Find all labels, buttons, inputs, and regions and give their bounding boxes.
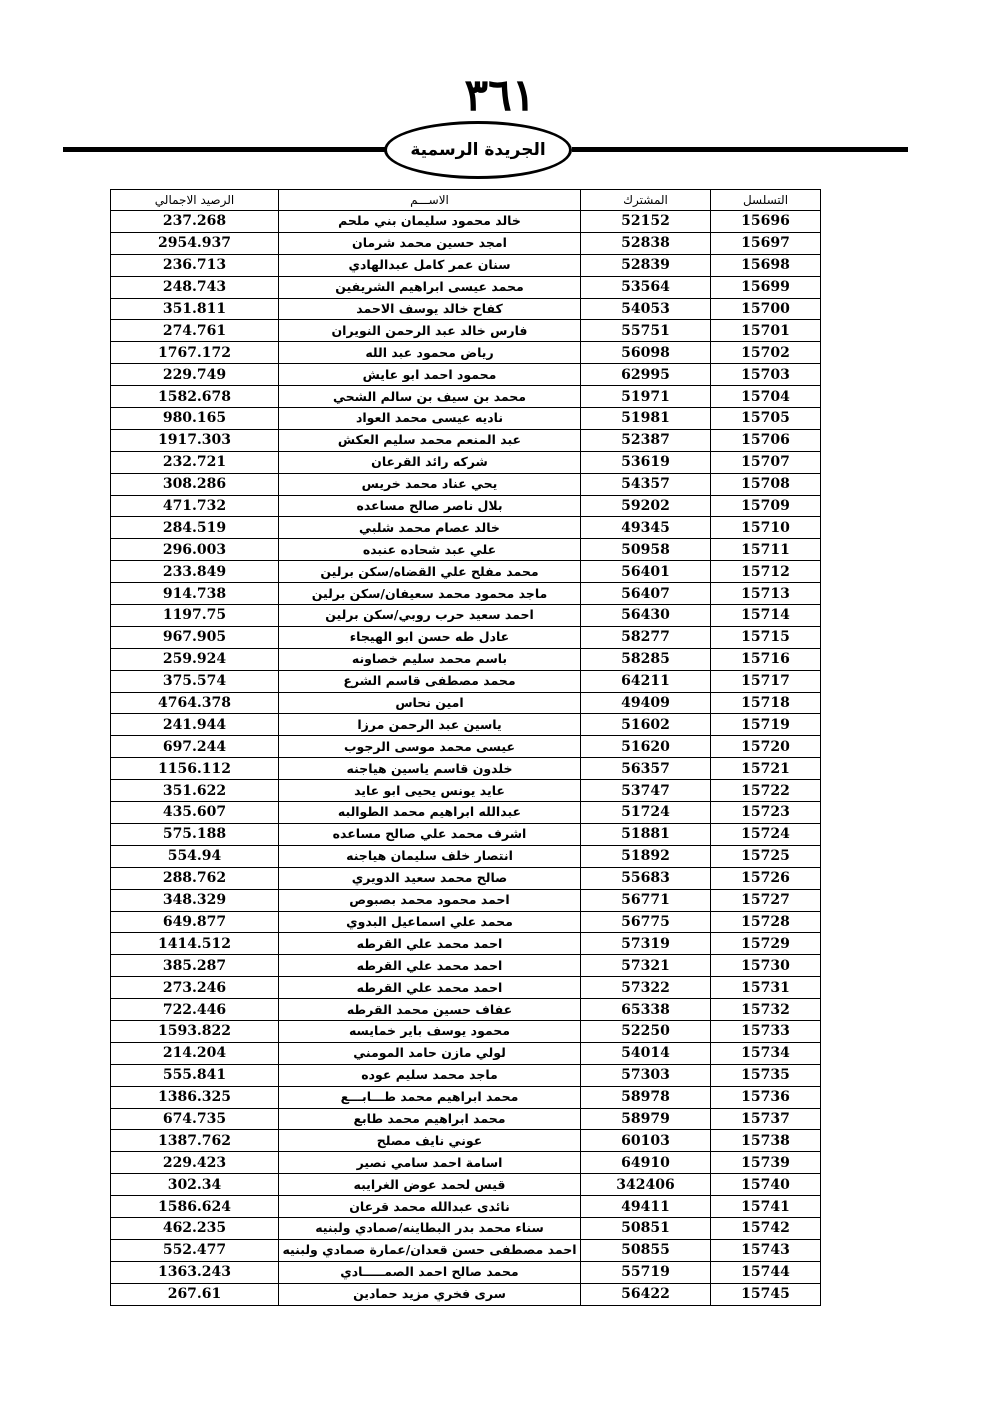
- cell-subscriber: 50855: [581, 1239, 711, 1261]
- cell-name: محمود احمد ابو عايش: [279, 364, 581, 386]
- cell-serial: 15740: [711, 1174, 821, 1196]
- table-body: [111, 211, 821, 1306]
- cell-subscriber: 49409: [581, 692, 711, 714]
- cell-serial: 15697: [711, 232, 821, 254]
- cell-balance: 375.574: [111, 670, 279, 692]
- cell-balance: 248.743: [111, 276, 279, 298]
- table-row: [111, 1239, 821, 1261]
- cell-balance: 1387.762: [111, 1130, 279, 1152]
- cell-subscriber: 54357: [581, 473, 711, 495]
- cell-name: محمد بن سيف بن سالم الشحي: [279, 386, 581, 408]
- cell-serial: 15713: [711, 583, 821, 605]
- table-row: [111, 1152, 821, 1174]
- table-row: [111, 955, 821, 977]
- cell-serial: 15704: [711, 386, 821, 408]
- cell-serial: 15741: [711, 1196, 821, 1218]
- cell-serial: 15719: [711, 714, 821, 736]
- cell-balance: 1586.624: [111, 1196, 279, 1218]
- table-row: [111, 999, 821, 1021]
- header-name: الاســـم: [279, 190, 581, 211]
- cell-balance: 980.165: [111, 408, 279, 430]
- cell-subscriber: 54053: [581, 298, 711, 320]
- cell-subscriber: 56771: [581, 889, 711, 911]
- cell-subscriber: 52387: [581, 429, 711, 451]
- cell-balance: 351.622: [111, 780, 279, 802]
- cell-balance: 674.735: [111, 1108, 279, 1130]
- cell-subscriber: 64910: [581, 1152, 711, 1174]
- cell-serial: 15716: [711, 648, 821, 670]
- table-row: [111, 1108, 821, 1130]
- cell-serial: 15720: [711, 736, 821, 758]
- cell-balance: 259.924: [111, 648, 279, 670]
- table-row: [111, 517, 821, 539]
- cell-name: محمد صالح احمد الصمـــــادي: [279, 1261, 581, 1283]
- cell-serial: 15730: [711, 955, 821, 977]
- cell-subscriber: 57321: [581, 955, 711, 977]
- cell-subscriber: 56098: [581, 342, 711, 364]
- cell-name: بلال ناصر صالح مساعده: [279, 495, 581, 517]
- table-row: [111, 736, 821, 758]
- cell-subscriber: 58978: [581, 1086, 711, 1108]
- table-row: [111, 867, 821, 889]
- cell-serial: 15708: [711, 473, 821, 495]
- table-row: [111, 1042, 821, 1064]
- table-row: [111, 561, 821, 583]
- cell-name: امين نحاس: [279, 692, 581, 714]
- cell-subscriber: 52152: [581, 211, 711, 233]
- cell-serial: 15743: [711, 1239, 821, 1261]
- cell-serial: 15722: [711, 780, 821, 802]
- cell-subscriber: 53747: [581, 780, 711, 802]
- table-row: [111, 758, 821, 780]
- gazette-title: الجريدة الرسمية: [410, 140, 546, 160]
- cell-subscriber: 55683: [581, 867, 711, 889]
- cell-name: محمد علي اسماعيل البدوي: [279, 911, 581, 933]
- cell-subscriber: 56430: [581, 605, 711, 627]
- cell-name: ناديه عيسى محمد العواد: [279, 408, 581, 430]
- cell-subscriber: 54014: [581, 1042, 711, 1064]
- cell-balance: 229.423: [111, 1152, 279, 1174]
- cell-serial: 15698: [711, 254, 821, 276]
- cell-subscriber: 58979: [581, 1108, 711, 1130]
- cell-name: قيس لحمد عوض الغرايبه: [279, 1174, 581, 1196]
- cell-balance: 308.286: [111, 473, 279, 495]
- cell-serial: 15734: [711, 1042, 821, 1064]
- cell-serial: 15718: [711, 692, 821, 714]
- cell-balance: 273.246: [111, 977, 279, 999]
- table-row: [111, 1020, 821, 1042]
- cell-name: احمد سعيد حرب روبي/سكن برلين: [279, 605, 581, 627]
- cell-serial: 15714: [711, 605, 821, 627]
- table-row: [111, 889, 821, 911]
- cell-name: عوني نايف مصلح: [279, 1130, 581, 1152]
- cell-balance: 385.287: [111, 955, 279, 977]
- cell-balance: 1197.75: [111, 605, 279, 627]
- cell-subscriber: 342406: [581, 1174, 711, 1196]
- cell-balance: 1582.678: [111, 386, 279, 408]
- table-row: [111, 429, 821, 451]
- cell-name: محمد ابراهيم محمد طـــابـــع: [279, 1086, 581, 1108]
- cell-name: محمد ابراهيم محمد طابع: [279, 1108, 581, 1130]
- cell-balance: 1593.822: [111, 1020, 279, 1042]
- cell-balance: 237.268: [111, 211, 279, 233]
- cell-name: علي عبد شحاده عنبده: [279, 539, 581, 561]
- cell-serial: 15745: [711, 1283, 821, 1305]
- cell-name: ماجد محمد سليم عوده: [279, 1064, 581, 1086]
- cell-balance: 2954.937: [111, 232, 279, 254]
- table-row: [111, 1130, 821, 1152]
- cell-serial: 15700: [711, 298, 821, 320]
- cell-serial: 15707: [711, 451, 821, 473]
- table-row: [111, 823, 821, 845]
- cell-serial: 15731: [711, 977, 821, 999]
- cell-serial: 15736: [711, 1086, 821, 1108]
- cell-serial: 15711: [711, 539, 821, 561]
- cell-name: اسامة احمد سامي نصير: [279, 1152, 581, 1174]
- table-row: [111, 648, 821, 670]
- table-row: [111, 1283, 821, 1305]
- cell-serial: 15725: [711, 845, 821, 867]
- cell-subscriber: 49411: [581, 1196, 711, 1218]
- cell-serial: 15712: [711, 561, 821, 583]
- cell-balance: 914.738: [111, 583, 279, 605]
- table-row: [111, 780, 821, 802]
- cell-name: فارس خالد عبد الرحمن النويران: [279, 320, 581, 342]
- cell-subscriber: 56775: [581, 911, 711, 933]
- table-row: [111, 408, 821, 430]
- cell-serial: 15699: [711, 276, 821, 298]
- cell-balance: 296.003: [111, 539, 279, 561]
- header-rule-right: [572, 147, 908, 152]
- cell-name: خلدون قاسم ياسين هياجنه: [279, 758, 581, 780]
- cell-balance: 236.713: [111, 254, 279, 276]
- table-row: [111, 670, 821, 692]
- cell-name: ياسين عبد الرحمن مرزا: [279, 714, 581, 736]
- cell-name: اشرف محمد علي صالح مساعده: [279, 823, 581, 845]
- cell-balance: 267.61: [111, 1283, 279, 1305]
- gazette-title-oval: [384, 121, 572, 179]
- cell-name: احمد محمد علي القرطه: [279, 977, 581, 999]
- cell-serial: 15744: [711, 1261, 821, 1283]
- cell-serial: 15703: [711, 364, 821, 386]
- header-rule-left: [63, 147, 385, 152]
- cell-name: عايد يونس يحيى ابو عايد: [279, 780, 581, 802]
- cell-balance: 435.607: [111, 802, 279, 824]
- cell-serial: 15702: [711, 342, 821, 364]
- cell-subscriber: 59202: [581, 495, 711, 517]
- table-row: [111, 320, 821, 342]
- cell-serial: 15724: [711, 823, 821, 845]
- cell-balance: 555.841: [111, 1064, 279, 1086]
- cell-subscriber: 51724: [581, 802, 711, 824]
- header-serial: التسلسل: [711, 190, 821, 211]
- cell-name: خالد عصام محمد شلبي: [279, 517, 581, 539]
- cell-balance: 1386.325: [111, 1086, 279, 1108]
- balances-table-container: [110, 189, 820, 1306]
- cell-subscriber: 56401: [581, 561, 711, 583]
- cell-balance: 471.732: [111, 495, 279, 517]
- cell-serial: 15737: [711, 1108, 821, 1130]
- cell-serial: 15717: [711, 670, 821, 692]
- cell-subscriber: 51981: [581, 408, 711, 430]
- table-row: [111, 254, 821, 276]
- cell-name: نائدى عبدالله محمد قرعان: [279, 1196, 581, 1218]
- cell-balance: 649.877: [111, 911, 279, 933]
- cell-name: امجد حسين محمد شرمان: [279, 232, 581, 254]
- cell-subscriber: 52838: [581, 232, 711, 254]
- cell-subscriber: 51971: [581, 386, 711, 408]
- cell-balance: 232.721: [111, 451, 279, 473]
- table-header-row: [111, 190, 821, 211]
- cell-subscriber: 51892: [581, 845, 711, 867]
- table-row: [111, 342, 821, 364]
- cell-serial: 15728: [711, 911, 821, 933]
- cell-serial: 15739: [711, 1152, 821, 1174]
- table-row: [111, 211, 821, 233]
- cell-serial: 15729: [711, 933, 821, 955]
- cell-serial: 15723: [711, 802, 821, 824]
- cell-balance: 351.811: [111, 298, 279, 320]
- table-row: [111, 1261, 821, 1283]
- table-row: [111, 1064, 821, 1086]
- table-row: [111, 845, 821, 867]
- cell-serial: 15709: [711, 495, 821, 517]
- cell-subscriber: 51881: [581, 823, 711, 845]
- header-balance: الرصيد الاجمالي: [111, 190, 279, 211]
- cell-name: يحي عناد محمد خريس: [279, 473, 581, 495]
- table-row: [111, 298, 821, 320]
- cell-balance: 1363.243: [111, 1261, 279, 1283]
- cell-serial: 15705: [711, 408, 821, 430]
- cell-name: محمد مصطفى قاسم الشرع: [279, 670, 581, 692]
- table-row: [111, 232, 821, 254]
- table-row: [111, 364, 821, 386]
- cell-name: لولي مازن حامد المومني: [279, 1042, 581, 1064]
- cell-subscriber: 50851: [581, 1217, 711, 1239]
- cell-subscriber: 50958: [581, 539, 711, 561]
- cell-serial: 15710: [711, 517, 821, 539]
- cell-name: سنان عمر كامل عبدالهادي: [279, 254, 581, 276]
- cell-balance: 233.849: [111, 561, 279, 583]
- cell-subscriber: 55751: [581, 320, 711, 342]
- cell-subscriber: 60103: [581, 1130, 711, 1152]
- table-row: [111, 911, 821, 933]
- cell-name: شركه رائد القرعان: [279, 451, 581, 473]
- cell-subscriber: 52250: [581, 1020, 711, 1042]
- cell-balance: 1767.172: [111, 342, 279, 364]
- cell-name: احمد محمد علي القرطه: [279, 955, 581, 977]
- cell-balance: 274.761: [111, 320, 279, 342]
- cell-balance: 554.94: [111, 845, 279, 867]
- table-row: [111, 714, 821, 736]
- cell-serial: 15733: [711, 1020, 821, 1042]
- cell-subscriber: 57319: [581, 933, 711, 955]
- page-number: ٣٦١: [464, 70, 536, 121]
- table-row: [111, 1196, 821, 1218]
- cell-balance: 575.188: [111, 823, 279, 845]
- cell-serial: 15738: [711, 1130, 821, 1152]
- cell-subscriber: 55719: [581, 1261, 711, 1283]
- cell-subscriber: 58277: [581, 626, 711, 648]
- cell-balance: 1414.512: [111, 933, 279, 955]
- cell-serial: 15726: [711, 867, 821, 889]
- cell-name: صالح محمد سعيد الدويري: [279, 867, 581, 889]
- cell-subscriber: 52839: [581, 254, 711, 276]
- cell-subscriber: 58285: [581, 648, 711, 670]
- cell-serial: 15727: [711, 889, 821, 911]
- cell-name: محمود يوسف باير خمايسه: [279, 1020, 581, 1042]
- cell-name: عفاف حسين محمد القرطه: [279, 999, 581, 1021]
- cell-name: احمد محمد علي القرطه: [279, 933, 581, 955]
- cell-balance: 462.235: [111, 1217, 279, 1239]
- cell-name: باسم محمد سليم خصاونه: [279, 648, 581, 670]
- cell-subscriber: 53564: [581, 276, 711, 298]
- cell-name: انتصار خلف سليمان هياجنه: [279, 845, 581, 867]
- cell-balance: 1917.303: [111, 429, 279, 451]
- cell-balance: 241.944: [111, 714, 279, 736]
- table-row: [111, 473, 821, 495]
- cell-name: احمد محمود محمد بصبوص: [279, 889, 581, 911]
- cell-serial: 15735: [711, 1064, 821, 1086]
- cell-name: عادل طه حسن ابو الهيجاء: [279, 626, 581, 648]
- cell-serial: 15715: [711, 626, 821, 648]
- cell-name: عبد المنعم محمد سليم العكش: [279, 429, 581, 451]
- cell-balance: 722.446: [111, 999, 279, 1021]
- cell-subscriber: 51620: [581, 736, 711, 758]
- cell-name: محمد مفلح علي القضاه/سكن برلين: [279, 561, 581, 583]
- balances-table: [110, 189, 821, 1306]
- cell-balance: 967.905: [111, 626, 279, 648]
- table-row: [111, 605, 821, 627]
- cell-name: ماجد محمود محمد سعيفان/سكن برلين: [279, 583, 581, 605]
- cell-name: خالد محمود سليمان بني ملحم: [279, 211, 581, 233]
- cell-subscriber: 53619: [581, 451, 711, 473]
- cell-balance: 697.244: [111, 736, 279, 758]
- cell-serial: 15701: [711, 320, 821, 342]
- table-row: [111, 451, 821, 473]
- cell-subscriber: 57322: [581, 977, 711, 999]
- cell-balance: 348.329: [111, 889, 279, 911]
- cell-subscriber: 56407: [581, 583, 711, 605]
- table-row: [111, 933, 821, 955]
- cell-serial: 15721: [711, 758, 821, 780]
- cell-name: احمد مصطفى حسن قعدان/عمارة صمادي ولبنيه: [279, 1239, 581, 1261]
- cell-balance: 552.477: [111, 1239, 279, 1261]
- cell-subscriber: 56357: [581, 758, 711, 780]
- cell-serial: 15742: [711, 1217, 821, 1239]
- cell-balance: 4764.378: [111, 692, 279, 714]
- table-row: [111, 495, 821, 517]
- cell-subscriber: 57303: [581, 1064, 711, 1086]
- cell-subscriber: 51602: [581, 714, 711, 736]
- cell-subscriber: 56422: [581, 1283, 711, 1305]
- table-row: [111, 539, 821, 561]
- table-row: [111, 386, 821, 408]
- table-row: [111, 1217, 821, 1239]
- cell-balance: 288.762: [111, 867, 279, 889]
- header-subscriber: المشترك: [581, 190, 711, 211]
- table-row: [111, 626, 821, 648]
- cell-balance: 302.34: [111, 1174, 279, 1196]
- cell-serial: 15706: [711, 429, 821, 451]
- cell-name: سناء محمد بدر البطاينه/صمادي ولبنيه: [279, 1217, 581, 1239]
- cell-name: عيسى محمد موسى الرجوب: [279, 736, 581, 758]
- cell-balance: 1156.112: [111, 758, 279, 780]
- cell-subscriber: 62995: [581, 364, 711, 386]
- cell-name: محمد عيسى ابراهيم الشريفين: [279, 276, 581, 298]
- cell-balance: 284.519: [111, 517, 279, 539]
- table-row: [111, 1086, 821, 1108]
- table-row: [111, 583, 821, 605]
- cell-name: رياض محمود عبد الله: [279, 342, 581, 364]
- table-row: [111, 977, 821, 999]
- table-row: [111, 1174, 821, 1196]
- cell-subscriber: 65338: [581, 999, 711, 1021]
- cell-balance: 229.749: [111, 364, 279, 386]
- cell-serial: 15732: [711, 999, 821, 1021]
- cell-name: عبدالله ابراهيم محمد الطوالبه: [279, 802, 581, 824]
- table-row: [111, 276, 821, 298]
- table-row: [111, 692, 821, 714]
- table-row: [111, 802, 821, 824]
- cell-name: سرى فخري مزيد حمادين: [279, 1283, 581, 1305]
- cell-name: كفاح خالد يوسف الاحمد: [279, 298, 581, 320]
- cell-balance: 214.204: [111, 1042, 279, 1064]
- cell-subscriber: 49345: [581, 517, 711, 539]
- cell-serial: 15696: [711, 211, 821, 233]
- cell-subscriber: 64211: [581, 670, 711, 692]
